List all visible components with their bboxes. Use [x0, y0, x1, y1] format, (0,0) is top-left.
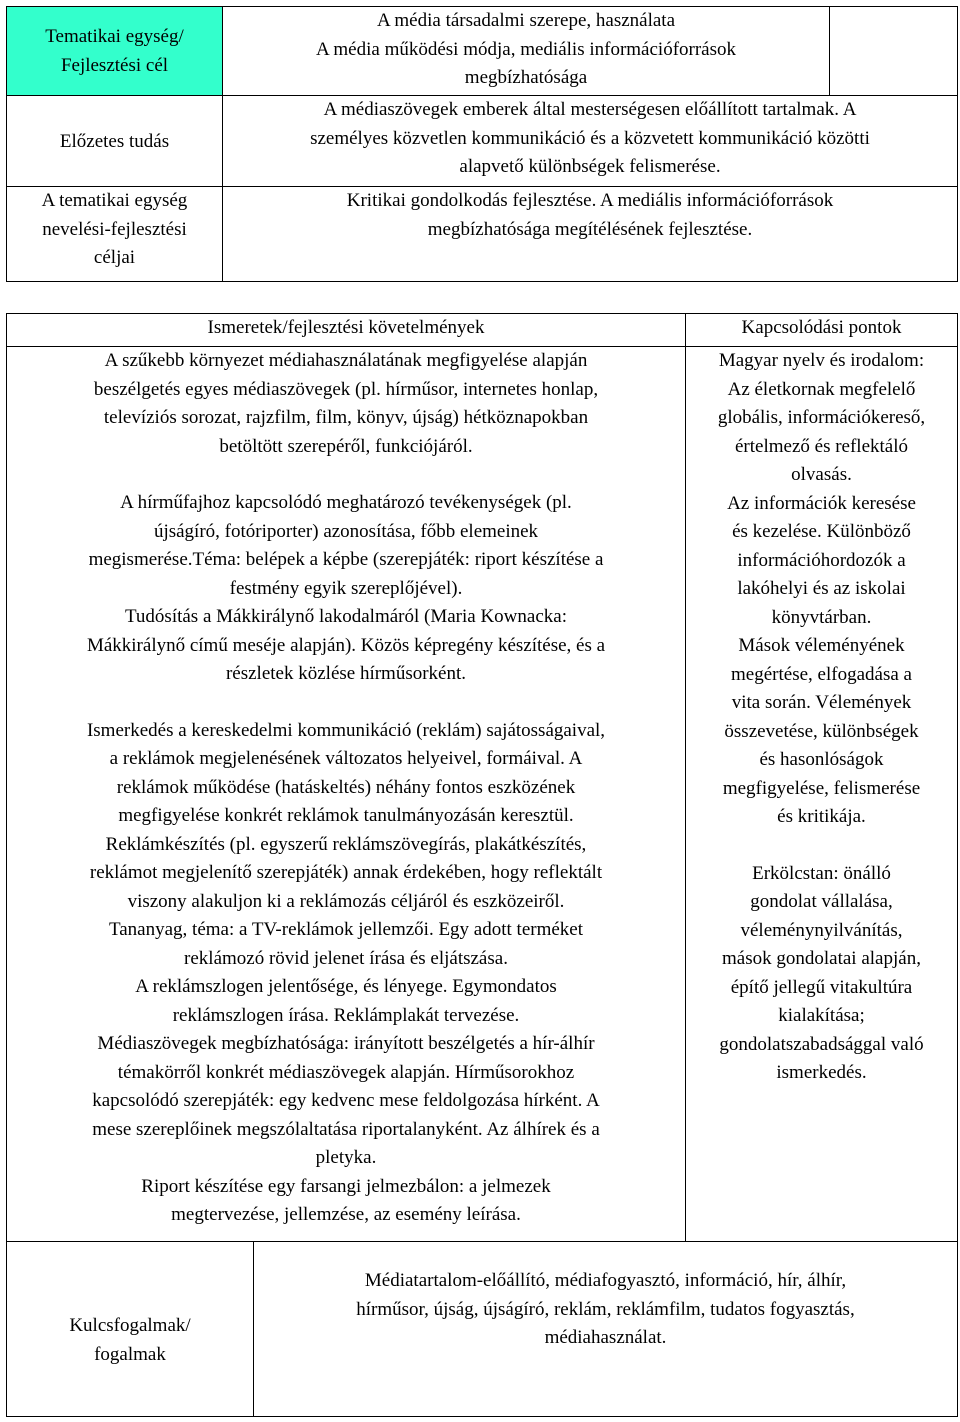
connections-line: megértése, elfogadása a: [731, 663, 912, 685]
requirements-line: Tudósítás a Mákkirálynő lakodalmáról (Maria Kownacka:: [124, 606, 567, 627]
connections-line: mások gondolatai alapján,: [722, 948, 921, 969]
connections-line: és kritikája.: [777, 806, 866, 827]
connections-header: [685, 313, 958, 347]
connections-line: értelmező és reflektáló: [734, 435, 908, 457]
unit-label-cell: [6, 6, 223, 96]
requirements-line: megtervezése, jellemzése, az esemény leírása.: [171, 1204, 521, 1225]
key-concepts-line: médiahasználat.: [544, 1327, 667, 1348]
requirements-line: Médiaszövegek megbízhatósága: irányított beszélgetés a hír-álhír: [97, 1033, 595, 1054]
connections-block-ethics: [688, 860, 955, 1088]
requirements-body: [6, 346, 686, 1242]
requirements-line: A hírműfajhoz kapcsolódó meghatározó tevékenységek (pl.: [120, 492, 572, 513]
requirements-line: újságíró, fotóriporter) azonosítása, főbb elemeinek: [153, 520, 539, 542]
unit-value-line: A média működési módja, mediális információforrások: [315, 38, 736, 60]
connections-line: és hasonlóságok: [759, 749, 884, 770]
requirements-line: pletyka.: [315, 1147, 377, 1168]
requirements-line: részletek közlése hírműsorként.: [225, 663, 467, 684]
goals-label-line: nevelési-fejlesztési: [42, 218, 187, 240]
goals-label-line: céljai: [93, 247, 136, 268]
prior-knowledge-line: személyes közvetlen kommunikáció és a közvetett kommunikáció közötti: [310, 127, 870, 149]
requirements-block-3: [9, 717, 683, 1230]
connections-line: építő jellegű vitakultúra: [730, 976, 913, 998]
connections-line: véleménynyilvánítás,: [740, 919, 903, 941]
connections-line: Erkölcstan: önálló: [752, 862, 891, 884]
connections-line: vita során. Vélemények: [731, 692, 912, 713]
requirements-line: reklámok működése (hatáskeltés) néhány fontos eszközének: [116, 776, 576, 798]
requirements-line: beszélgetés egyes médiaszövegek (pl. hírműsor, internetes honlap,: [93, 378, 599, 400]
empty-corner-cell: [829, 6, 958, 96]
unit-label-line: Fejlesztési cél: [60, 54, 169, 76]
connections-line: Az életkornak megfelelő: [727, 378, 916, 400]
connections-line: kialakítása;: [778, 1005, 865, 1026]
requirements-line: megismerése.Téma: belépek a képbe (szerepjáték: riport készítése a: [88, 549, 604, 570]
connections-line: gondolat vállalása,: [750, 891, 893, 912]
connections-line: Mások véleményének: [738, 635, 905, 656]
connections-line: összevetése, különbségek: [724, 720, 919, 742]
goals-value-line: megbízhatósága megítélésének fejlesztése.: [427, 218, 753, 240]
requirements-header-text: Ismeretek/fejlesztési követelmények: [207, 317, 485, 338]
unit-value-line: A média társadalmi szerepe, használata: [376, 10, 676, 31]
requirements-line: betöltött szerepéről, funkciójáról.: [219, 435, 473, 457]
connections-line: és kezelése. Különböző: [732, 521, 911, 542]
prior-knowledge-label-cell: [6, 95, 223, 187]
key-concepts-line: Médiatartalom-előállító, médiafogyasztó, információ, hír, álhír,: [364, 1270, 847, 1291]
requirements-block-1: [9, 347, 683, 461]
requirements-line: mese szereplőinek megszólaltatása riportalanyként. Az álhírek és a: [92, 1118, 600, 1140]
requirements-line: Riport készítése egy farsangi jelmezbálon: a jelmezek: [141, 1175, 551, 1197]
requirements-line: A reklámszlogen jelentősége, és lényege. Egymondatos: [135, 976, 557, 997]
requirements-line: televíziós sorozat, rajzfilm, film, könyv, újság) hétköznapokban: [103, 407, 589, 428]
connections-line: Magyar nyelv és irodalom:: [718, 350, 925, 371]
prior-knowledge-line: alapvető különbségek felismerése.: [459, 156, 721, 177]
requirements-line: Reklámkészítés (pl. egyszerű reklámszövegírás, plakátkészítés,: [105, 833, 587, 855]
key-concepts-label-line: fogalmak: [94, 1343, 166, 1365]
unit-label-line: Tematikai egység/: [45, 26, 184, 47]
requirements-line: reklámozó rövid jelenet írása és eljátszása.: [184, 947, 508, 969]
requirements-block-2: [9, 489, 683, 689]
requirements-header: [6, 313, 686, 347]
goals-label-cell: [6, 186, 223, 282]
requirements-line: festmény egyik szereplőjével).: [229, 577, 463, 599]
connections-line: információhordozók a: [737, 549, 906, 571]
goals-value-line: Kritikai gondolkodás fejlesztése. A mediális információforrások: [346, 190, 834, 211]
prior-knowledge-value-cell: [222, 95, 958, 187]
key-concepts-label-line: Kulcsfogalmak/: [69, 1315, 191, 1336]
goals-label-line: A tematikai egység: [41, 190, 188, 211]
requirements-line: a reklámok megjelenésének változatos helyeivel, formáival. A: [109, 748, 583, 769]
key-concepts-line: hírműsor, újság, újságíró, reklám, reklámfilm, tudatos fogyasztás,: [356, 1298, 855, 1320]
requirements-line: kapcsolódó szerepjáték: egy kedvenc mese feldolgozása hírként. A: [92, 1090, 600, 1111]
connections-block-literature: [688, 347, 955, 832]
prior-knowledge-label: Előzetes tudás: [59, 131, 170, 152]
requirements-line: Ismerkedés a kereskedelmi kommunikáció (reklám) sajátosságaival,: [86, 719, 606, 741]
requirements-line: reklámot megjelenítő szerepjáték) annak érdekében, hogy reflektált: [89, 862, 603, 883]
connections-line: Az információk keresése: [727, 492, 916, 514]
requirements-line: A szűkebb környezet médiahasználatának megfigyelése alapján: [104, 350, 588, 371]
unit-value-cell: [222, 6, 830, 96]
connections-line: könyvtárban.: [771, 606, 872, 628]
connections-line: megfigyelése, felismerése: [722, 777, 921, 799]
connections-header-text: Kapcsolódási pontok: [741, 317, 902, 338]
unit-value-line: megbízhatósága: [464, 67, 588, 88]
connections-line: gondolatszabadsággal való: [719, 1033, 924, 1055]
connections-line: lakóhelyi és az iskolai: [737, 578, 906, 599]
connections-line: olvasás.: [791, 464, 852, 485]
requirements-line: viszony alakuljon ki a reklámozás céljáról és eszközeiről.: [127, 890, 565, 912]
requirements-line: Mákkirálynő című meséje alapján). Közös képregény készítése, és a: [86, 634, 606, 656]
connections-body: [685, 346, 958, 1242]
connections-line: ismerkedés.: [776, 1062, 867, 1083]
key-concepts-value-cell: [253, 1241, 958, 1417]
connections-line: globális, információkereső,: [717, 407, 926, 428]
prior-knowledge-line: A médiaszövegek emberek által mesterségesen előállított tartalmak. A: [323, 99, 857, 120]
key-concepts-label-cell: [6, 1241, 254, 1417]
requirements-line: megfigyelése konkrét reklámok tanulmányozásán keresztül.: [118, 805, 574, 826]
requirements-line: témakörről konkrét médiaszövegek alapján. Hírműsorokhoz: [117, 1061, 575, 1083]
goals-value-cell: [222, 186, 958, 282]
requirements-line: reklámszlogen írása. Reklámplakát tervezése.: [172, 1004, 520, 1026]
requirements-line: Tananyag, téma: a TV-reklámok jellemzői. Egy adott terméket: [108, 919, 584, 940]
